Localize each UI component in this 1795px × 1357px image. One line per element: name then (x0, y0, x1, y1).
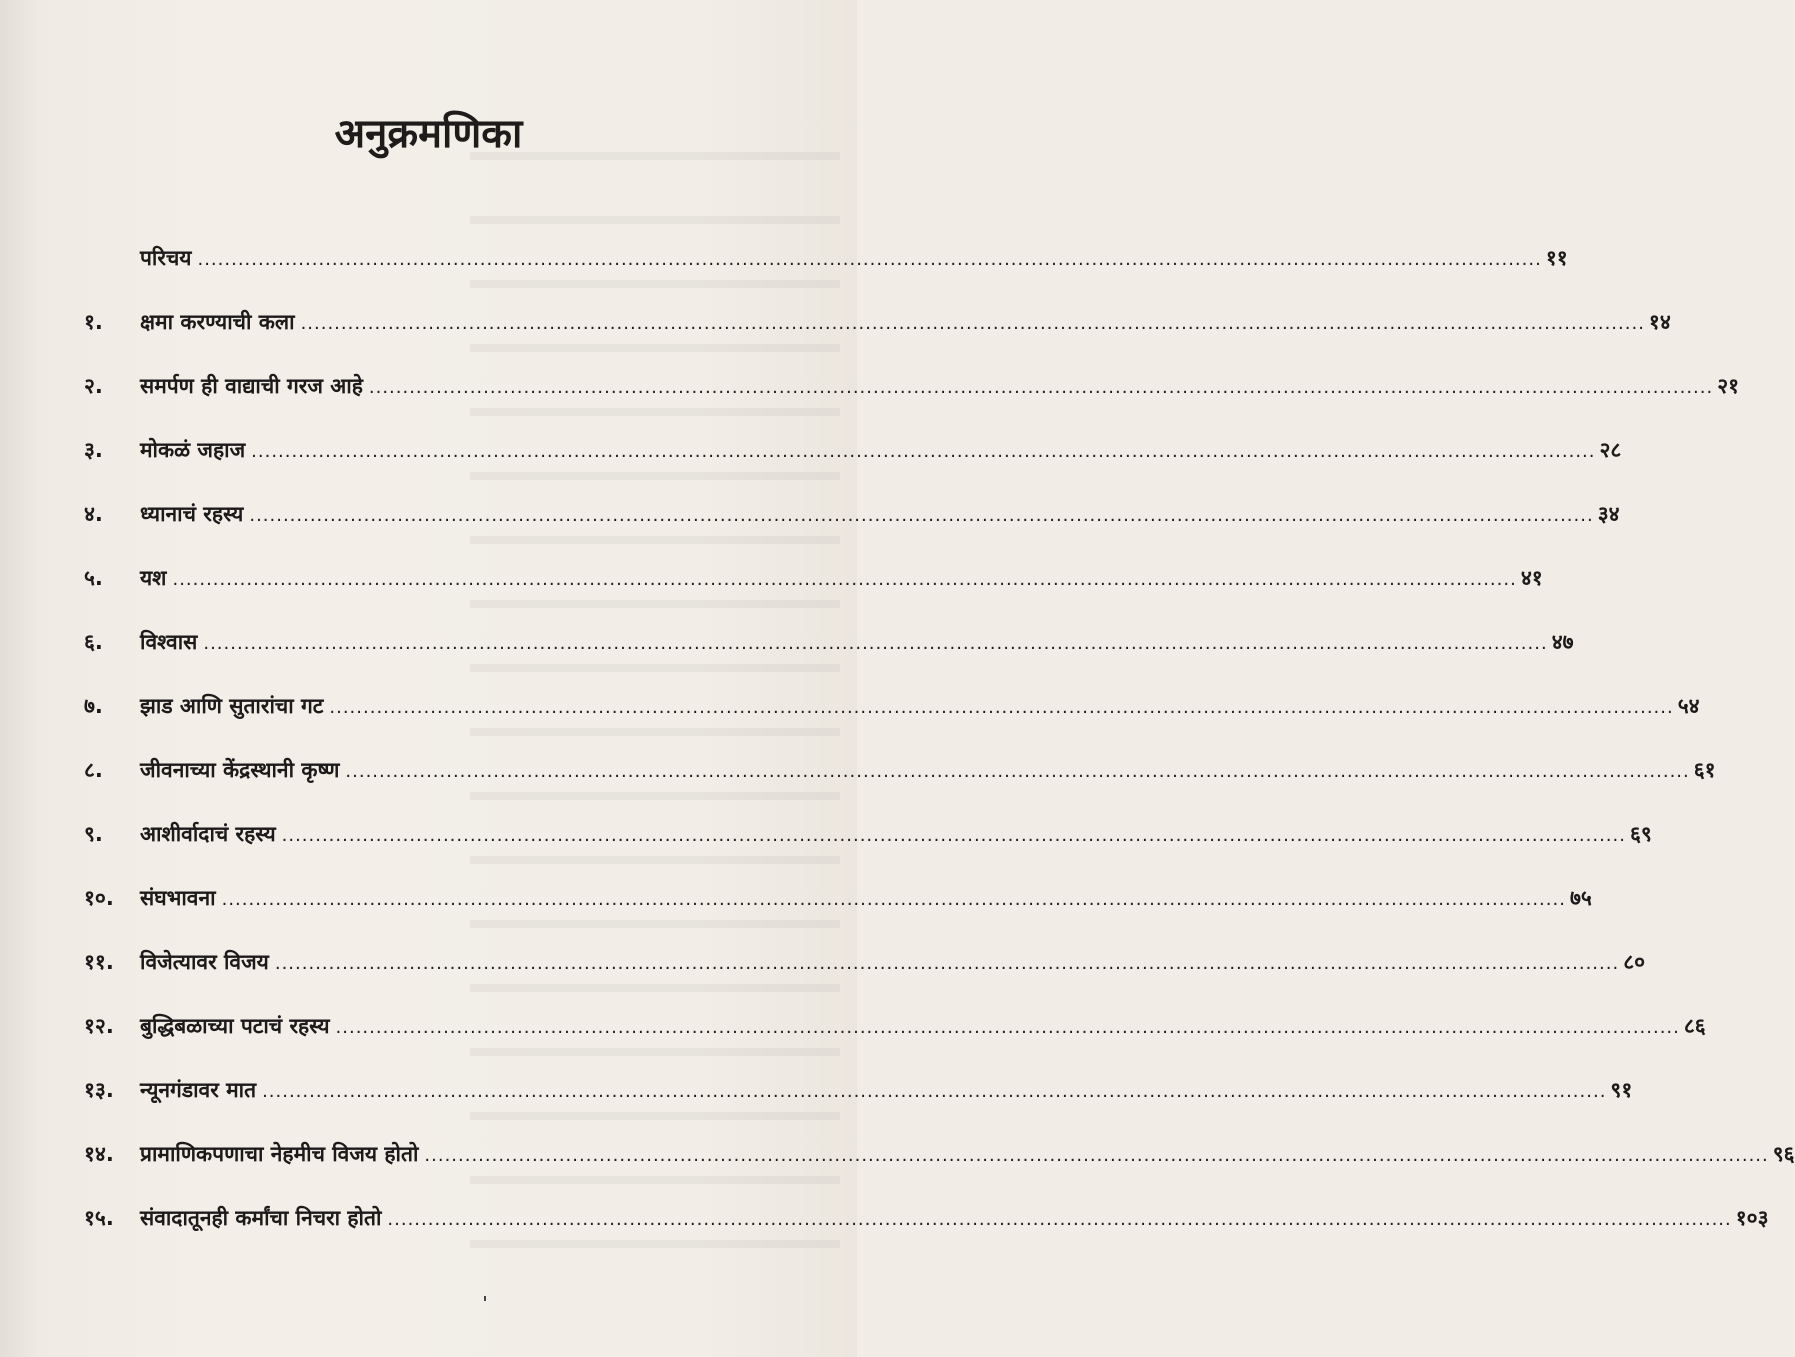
entry-page-number: १०३ (1735, 1206, 1769, 1230)
dot-leader: ........................................................................................................................................................................................................ (249, 505, 1594, 526)
entry-number: १०. (84, 886, 114, 910)
entry-page-number: १४ (1648, 310, 1671, 334)
entry-number: १३. (84, 1078, 114, 1102)
toc-entry (84, 878, 1592, 918)
entry-title: समर्पण ही वाद्याची गरज आहे (140, 374, 363, 398)
toc-entry (84, 558, 1543, 598)
entry-number: ६. (84, 630, 103, 654)
dot-leader: ........................................................................................................................................................................................................ (274, 953, 1620, 974)
toc-entry (84, 814, 1652, 854)
entry-page-number: ११ (1545, 246, 1568, 270)
entry-page-number: ७५ (1569, 886, 1592, 910)
toc-entry (84, 430, 1622, 470)
dot-leader: ........................................................................................................................................................................................................ (172, 569, 1517, 590)
dot-leader: ........................................................................................................................................................................................................ (197, 249, 1542, 270)
entry-title: न्यूनगंडावर मात (140, 1078, 257, 1102)
toc-entry (84, 1070, 1633, 1110)
entry-page-number: ३४ (1597, 502, 1620, 526)
entry-title: बुद्धिबळाच्या पटाचं रहस्य (140, 1014, 330, 1038)
entry-page-number: ४१ (1520, 566, 1543, 590)
entry-number: २. (84, 374, 103, 398)
toc-entry (84, 238, 1568, 278)
entry-number: ८. (84, 758, 103, 782)
dot-leader: ........................................................................................................................................................................................................ (221, 889, 1566, 910)
dot-leader: ........................................................................................................................................................................................................ (387, 1209, 1732, 1230)
entry-title: जीवनाच्या केंद्रस्थानी कृष्ण (140, 758, 340, 782)
toc-entry (84, 494, 1620, 534)
dot-leader: ........................................................................................................................................................................................................ (424, 1145, 1769, 1166)
entry-title: विजेत्यावर विजय (140, 950, 269, 974)
entry-page-number: २८ (1599, 438, 1622, 462)
toc-entry (84, 686, 1700, 726)
entry-page-number: ४७ (1551, 630, 1574, 654)
toc-entry (84, 1198, 1769, 1238)
dot-leader: ........................................................................................................................................................................................................ (203, 633, 1548, 654)
entry-page-number: ६९ (1629, 822, 1652, 846)
entry-number: ३. (84, 438, 103, 462)
entry-page-number: ५४ (1677, 694, 1700, 718)
entry-page-number: ९१ (1610, 1078, 1633, 1102)
toc-entry (84, 302, 1671, 342)
dot-leader: ........................................................................................................................................................................................................ (368, 377, 1714, 398)
entry-title: यश (140, 566, 167, 590)
entry-page-number: २१ (1717, 374, 1740, 398)
entry-number: १. (84, 310, 103, 334)
entry-page-number: ८६ (1683, 1014, 1706, 1038)
entry-number: ४. (84, 502, 103, 526)
dot-leader: ........................................................................................................................................................................................................ (300, 313, 1645, 334)
dot-leader: ........................................................................................................................................................................................................ (345, 761, 1690, 782)
toc-entry (84, 750, 1716, 790)
dot-leader: ........................................................................................................................................................................................................ (251, 441, 1596, 462)
ink-speck (484, 1296, 486, 1301)
dot-leader: ........................................................................................................................................................................................................ (329, 697, 1674, 718)
dot-leader: ........................................................................................................................................................................................................ (262, 1081, 1607, 1102)
dot-leader: ........................................................................................................................................................................................................ (281, 825, 1626, 846)
toc-entry (84, 366, 1740, 406)
entry-title: संवादातूनही कर्मांचा निचरा होतो (140, 1206, 382, 1230)
entry-title: ध्यानाचं रहस्य (140, 502, 244, 526)
entry-number: १२. (84, 1014, 114, 1038)
toc-entry (84, 622, 1574, 662)
entry-number: १४. (84, 1142, 114, 1166)
toc-entry (84, 942, 1646, 982)
entry-title: संघभावना (140, 886, 216, 910)
toc-entry (84, 1006, 1706, 1046)
entry-title: आशीर्वादाचं रहस्य (140, 822, 276, 846)
page-title: अनुक्रमणिका (334, 111, 523, 157)
entry-number: १५. (84, 1206, 114, 1230)
entry-title: प्रामाणिकपणाचा नेहमीच विजय होतो (140, 1142, 419, 1166)
entry-number: ९. (84, 822, 103, 846)
dot-leader: ........................................................................................................................................................................................................ (335, 1017, 1680, 1038)
entry-title: क्षमा करण्याची कला (140, 310, 295, 334)
entry-number: ७. (84, 694, 103, 718)
entry-page-number: ८० (1623, 950, 1646, 974)
entry-number: ११. (84, 950, 114, 974)
entry-title: परिचय (140, 246, 192, 270)
toc-entry (84, 1134, 1795, 1174)
entry-number: ५. (84, 566, 103, 590)
entry-title: विश्वास (140, 630, 198, 654)
entry-title: झाड आणि सुतारांचा गट (140, 694, 324, 718)
entry-page-number: ९६ (1772, 1142, 1795, 1166)
entry-title: मोकळं जहाज (140, 438, 246, 462)
entry-page-number: ६१ (1693, 758, 1716, 782)
